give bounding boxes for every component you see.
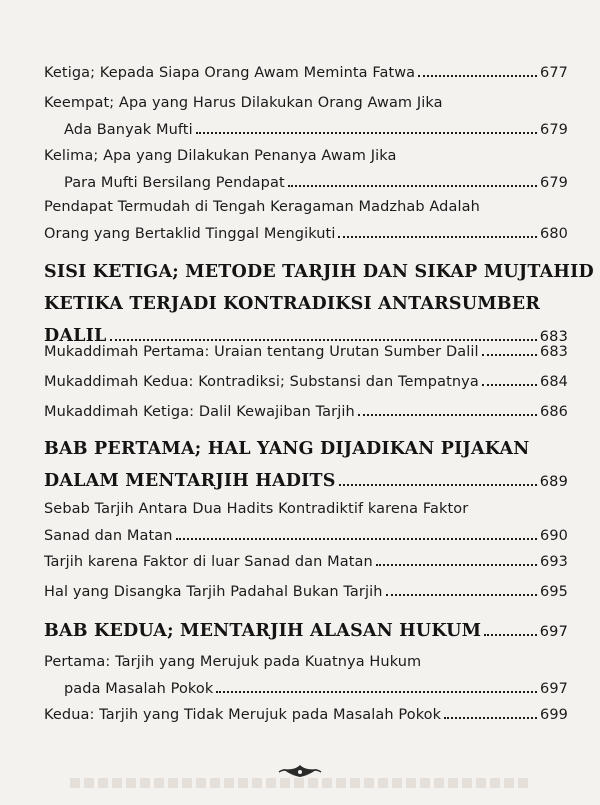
bleed-through-text xyxy=(70,778,530,788)
chapter-heading-line: DALAM MENTARJIH HADITS xyxy=(44,471,336,491)
toc-entry[interactable] xyxy=(44,369,568,396)
toc-entry[interactable] xyxy=(44,399,568,426)
toc-entry-title-cont: Sanad dan Matan xyxy=(44,528,173,544)
leader-dots xyxy=(339,484,537,486)
page-number: 693 xyxy=(540,554,568,570)
page-number: 697 xyxy=(539,624,568,640)
page-number: 699 xyxy=(540,707,568,723)
ornament-icon xyxy=(277,763,323,779)
leader-dots xyxy=(418,75,537,77)
toc-entry[interactable] xyxy=(44,702,568,729)
toc-entry-title: Pendapat Termudah di Tengah Keragaman Madzhab Adalah xyxy=(44,199,480,215)
page-number: 677 xyxy=(540,65,568,81)
leader-dots xyxy=(386,594,537,596)
toc-entry[interactable] xyxy=(44,649,568,703)
toc-entry[interactable] xyxy=(44,143,568,197)
page-number: 686 xyxy=(540,404,568,420)
toc-entry-title: Mukaddimah Ketiga: Dalil Kewajiban Tarjih xyxy=(44,404,355,420)
page-number: 689 xyxy=(539,474,568,490)
toc-entry-title-cont: Ada Banyak Mufti xyxy=(64,122,193,138)
page-number: 679 xyxy=(540,175,568,191)
leader-dots xyxy=(482,354,537,356)
leader-dots xyxy=(376,564,537,566)
toc-entry[interactable] xyxy=(44,90,568,144)
page-number: 679 xyxy=(540,122,568,138)
toc-entry-title-cont: pada Masalah Pokok xyxy=(64,681,214,697)
section-heading-line: DALIL xyxy=(44,326,107,346)
leader-dots xyxy=(196,132,537,134)
leader-dots xyxy=(358,414,537,416)
leader-dots xyxy=(482,384,537,386)
toc-entry-title: Sebab Tarjih Antara Dua Hadits Kontradiktif karena Faktor xyxy=(44,501,469,517)
chapter-heading[interactable] xyxy=(44,433,568,498)
toc-entry-title: Pertama: Tarjih yang Merujuk pada Kuatnya Hukum xyxy=(44,654,422,670)
page-number: 695 xyxy=(540,584,568,600)
toc-entry[interactable] xyxy=(44,194,568,248)
page-number: 683 xyxy=(539,329,568,345)
chapter-heading[interactable] xyxy=(44,615,568,648)
toc-entry-title-cont: Orang yang Bertaklid Tinggal Mengikuti xyxy=(44,226,336,242)
page-number: 683 xyxy=(540,344,568,360)
toc-entry[interactable] xyxy=(44,496,568,550)
page-number: 684 xyxy=(540,374,568,390)
toc-entry-title: Hal yang Disangka Tarjih Padahal Bukan Tarjih xyxy=(44,584,383,600)
page-number: 680 xyxy=(540,226,568,242)
toc-entry-title: Tarjih karena Faktor di luar Sanad dan Matan xyxy=(44,554,373,570)
toc-entry-title-cont: Para Mufti Bersilang Pendapat xyxy=(64,175,285,191)
toc-entry[interactable] xyxy=(44,60,568,87)
toc-entry-title: Mukaddimah Pertama: Uraian tentang Urutan Sumber Dalil xyxy=(44,344,479,360)
toc-entry[interactable] xyxy=(44,579,568,606)
leader-dots xyxy=(484,634,537,636)
leader-dots xyxy=(288,185,537,187)
page-number: 690 xyxy=(540,528,568,544)
section-heading-line: SISI KETIGA; METODE TARJIH DAN SIKAP MUJTAHID xyxy=(44,262,594,282)
toc-entry-title: Kedua: Tarjih yang Tidak Merujuk pada Masalah Pokok xyxy=(44,707,442,723)
toc-entry[interactable] xyxy=(44,549,568,576)
chapter-heading-line: BAB PERTAMA; HAL YANG DIJADIKAN PIJAKAN xyxy=(44,439,530,459)
section-heading-line: KETIKA TERJADI KONTRADIKSI ANTARSUMBER xyxy=(44,294,541,314)
toc-entry-title: Keempat; Apa yang Harus Dilakukan Orang Awam Jika xyxy=(44,95,443,111)
leader-dots xyxy=(176,538,537,540)
leader-dots xyxy=(216,691,537,693)
toc-entry-title: Mukaddimah Kedua: Kontradiksi; Substansi dan Tempatnya xyxy=(44,374,479,390)
leader-dots xyxy=(338,236,537,238)
toc-entry[interactable] xyxy=(44,339,568,366)
toc-entry-title: Kelima; Apa yang Dilakukan Penanya Awam Jika xyxy=(44,148,397,164)
page-number: 697 xyxy=(540,681,568,697)
leader-dots xyxy=(444,717,537,719)
toc-entry-title: Ketiga; Kepada Siapa Orang Awam Meminta Fatwa xyxy=(44,65,416,81)
chapter-heading-line: BAB KEDUA; MENTARJIH ALASAN HUKUM xyxy=(44,621,482,641)
